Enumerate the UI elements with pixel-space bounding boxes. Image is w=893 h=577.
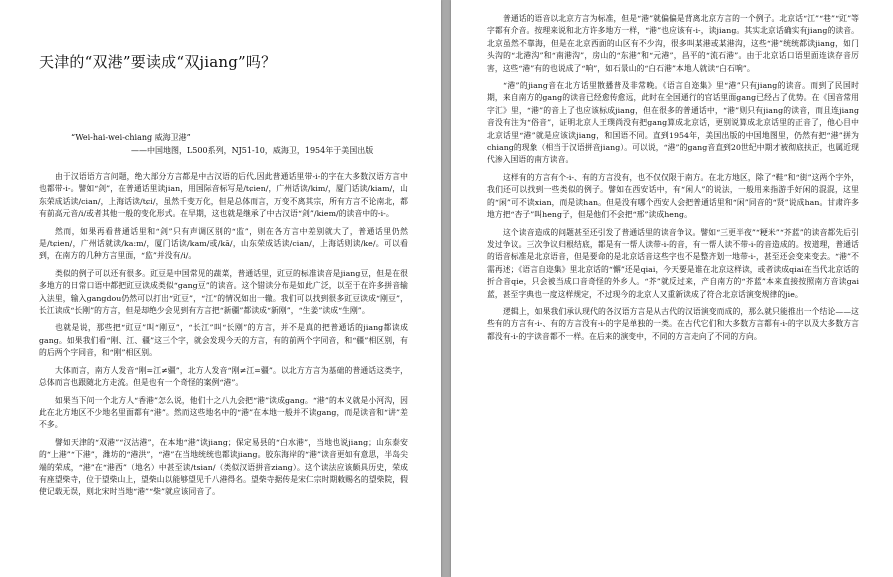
document-page-left xyxy=(0,0,441,577)
paragraph: 这个读音造成的问题甚至还引发了普通话里的读音争议。譬如“三更半夜”“粳米”“芥蓝”的读音都先后引发过争议。三次争议归根结底，都是有一帮人读带-i-的音，有一帮人读不带-i-的音造成的。按道理，普通话的语音标准是北京语音，但是要命的是北京话音这些字也不是整齐划一地带-i-，甚至还会变来变去。“港”不需再述；《语言自迩集》里北京话的“懈”还是qiai，今天要是谁在北京这样读，或者读成qiai在当代北京话的折合音qie，只会被当成口音奇怪的外乡人。“芥”就反过来，产自南方的“芥蓝”本来直接按照南方音读gai蓝，甚至字典也一度这样规定，不过现今的北京人又重新读成了符合北京话演变规律的jie。 xyxy=(487,227,859,299)
epigraph-quote: “Wei-hai-wei-chiang 威海卫港” xyxy=(71,133,191,142)
paragraph: 然而，如果再看普通话里和“剑”只有声调区别的“监”，则在各方言中差别就大了，普通话里仍然是/tɕien/，广州话就读/ka:m/，厦门话读/kam/或/kā/，山东荣成话读/cian/，上海话则读/ke/。可以看到，在南方的几种方言里面，“监”并没有/i/。 xyxy=(39,226,408,261)
paragraph: 这样有的方言有个-i-、有的方言没有，也不仅仅限于南方。在北方地区，除了“鞋”和“街”这两个字外，我们还可以找到一些类似的例子。譬如在西安话中，有“闲人”的说法，一般用来指游手好闲的混混，这里的“闲”可不读xian，而是读han。但是没有哪个西安人会把普通话里和“闲”同音的“贤”说成han。甘肃许多地方把“杏子”叫heng子，但是他们不会把“邢”读成heng。 xyxy=(487,172,859,220)
paragraph: 普通话的语音以北京方言为标准，但是“港”就偏偏是背离北京方言的一个例子。北京话“江”“巷”“豇”等字都有介音。按理来说和北方许多地方一样，“港”也应该有-i-，读jiang。其实北京话确实有jiang的读音。北京虽然不靠海，但是在北京西面的山区有不少沟，很多叫某港或某港沟，这些“港”统统都读jiang，如门头沟的“北港沟”和“南港沟”，房山的“东港”和“元港”，昌平的“流石港”。由于北京话口语里面连读存音厉害，这些“港”有的也说成了“响”，如石景山的“白石港”本地人就读“白石响”。 xyxy=(487,14,859,73)
article-title: 天津的“双港”要读成“双jiang”吗？ xyxy=(39,53,277,71)
paragraph: 大体而言，南方人发音“刚=江≠疆”，北方人发音“刚≠江=疆”。以北方方言为基础的普通话这类字，总体而言也跟随北方走流。但是也有一个奇怪的案例“港”。 xyxy=(39,365,408,388)
paragraph: 譬如天津的“双港”“汉沽港”，在本地“港”读jiang；保定易县的“白水港”，当地也说jiang；山东泰安的“上港”“下港”，潍坊的“港洪”，“港”在当地统统也都读jiang。胶东海岸的“港”读音更如有意思，半岛尖端的荣成，“港”在“港西”（地名）中甚至读/tsian/（类似汉语拼音ziang）。这个读法应该颇具历史，荣成有座望柴寺，位于望柴山上，望柴山以能够望见千八港得名。望柴寺据传是宋仁宗时期敕赐名的望柴院，假使记载无误，则北宋时当地“港”“柴”就应该同音了。 xyxy=(39,437,408,497)
epigraph-source: ——中国地图，L500系列，NJ51-10，威海卫，1954年于美国出版 xyxy=(131,146,374,155)
paragraph: 也就是说，那些把“豇豆”叫“刚豆”，“长江”叫“长刚”的方言，并不是真的把普通话的jiang都读成gang。如果我们看“刚、江、疆”这三个字，就会发现今天的方言，有的前两个字同音，和“疆”相区别，有的后两个字同音，和“刚”相区别。 xyxy=(39,323,408,358)
document-page-right xyxy=(451,0,893,577)
paragraph: 由于汉语语方言问题，绝大部分方言都是中古汉语的后代,因此普通话里带-i-的字在大多数汉语方言中也都带-i-。譬如“剑”，在普通话里读jian，用国际音标写是/tɕien/，广州话读/kim/，厦门话读/kiam/，山东荣成话读/cian/，上海话读/tɕi/，虽然千变万化，但是总体而言，万变不离其宗，所有方言不论南北，都有前高元音/i/或者其他一般的变化形式。在早期，这也就是继承了中古汉语“剑”/kiem/的读音中的-i-。 xyxy=(39,172,408,219)
paragraph: 如果当下问一个北方人“香港”怎么说，他们十之八九会把“港”读成gang。“港”的本义就是小河沟，因此在北方地区不少地名里面都有“港”。然而这些地名中的“港”在本地一般并不读gang，而是读音和“讲”差不多。 xyxy=(39,395,408,430)
paragraph: 类似的例子可以还有很多。豇豆是中国常见的蔬菜，普通话里，豇豆的标准读音是jiang豆，但是在很多地方的日常口语中都把豇豆读成类似“gang豆”的读音。这个错读分布是如此广泛，以至于在许多拼音输入法里，输入gangdou仍然可以打出“豇豆”，“江”的情况如出一辙。我们可以找到很多豇豆读成“刚豆”，长江读成“长刚”的方言，但是却绝少会见到有方言把“新疆”都读成“新刚”，“生姜”读成“生刚”。 xyxy=(39,268,408,316)
paragraph: 逻辑上，如果我们承认现代的各汉语方言是从古代的汉语演变而成的，那么就只能推出一个结论——这些有的方言有-i-、有的方言没有-i-的字是单独的一类。在古代它们和大多数方言都有-i-的字以及大多数方言都没有-i-的字读音都不一样。在后来的演变中，不同的方言走向了不同的方向。 xyxy=(487,306,859,341)
paragraph: “港”的jiang音在北方话里散播普及非常晚。《语言自迩集》里“港”只有jiang的读音。而到了民国时期，来自南方的gang的读音已经愈传愈远，此时在全国通行的官话里面gang已经占了优势。在《国音常用字汇》里，“港”的音上了也应该标成jiang，但在很多的普通话中，“港”则只有jiang的读音，而且连jiang音没有注为“俗音”，证明北京人王璞尚没有把gang算成北京话，更别说算成北京话里的正音了，他心目中北京话里“港”就是应该读jiang，和国语不同。直到1954年，美国出版的中国地图里，仍然有把“港”拼为chiang的现象（相当于汉语拼音jiang）。可以说，“港”的gang音直到20世纪中期才被彻底扶正，也属近现代渗入国语的南方读音。 xyxy=(487,81,859,165)
